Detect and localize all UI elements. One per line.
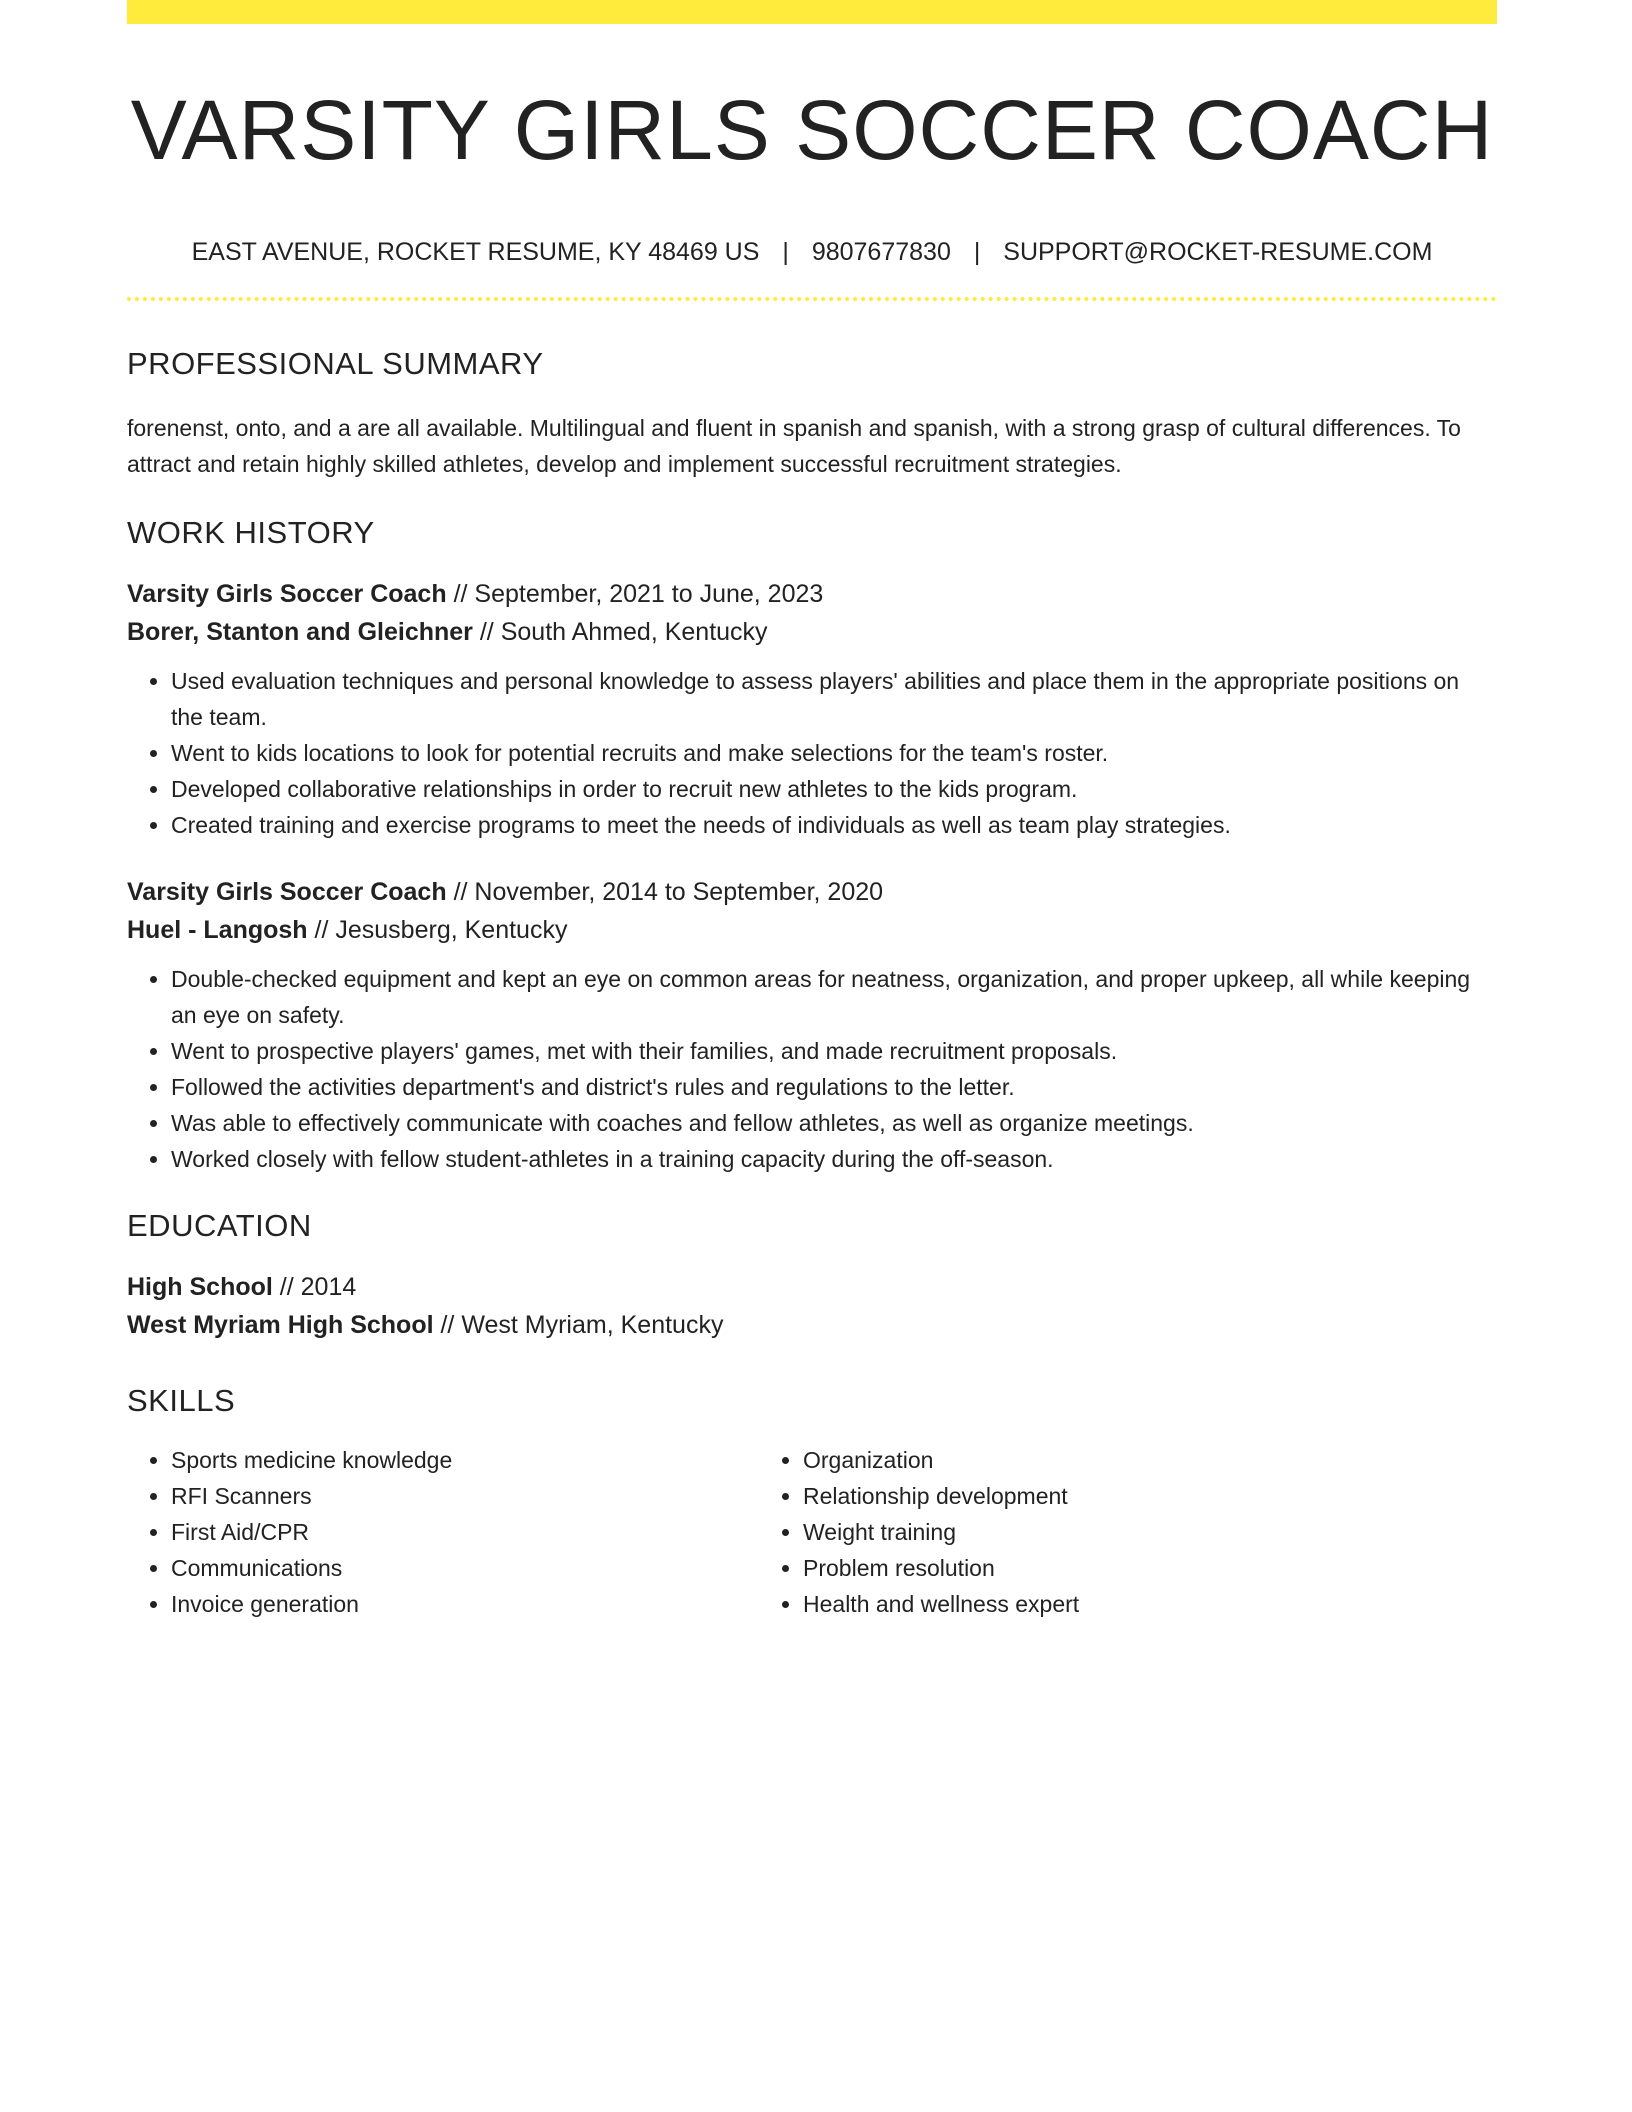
summary-text: forenenst, onto, and a are all available. Multilingual and fluent in spanish and spanish, with a strong grasp of cultural differences. To attract and retain highly skilled athletes, develop and implement successful recruitment strategies. — [127, 415, 1461, 478]
education-location: West Myriam, Kentucky — [461, 1311, 724, 1340]
education-school-line — [127, 1306, 1497, 1344]
candidate-name: VARSITY GIRLS SOCCER COACH — [130, 83, 1494, 177]
job-2-bullets — [127, 961, 1497, 1177]
skill-item: • Problem resolution — [803, 1550, 1387, 1586]
job-role: Varsity Girls Soccer Coach — [127, 580, 447, 609]
education-school: West Myriam High School — [127, 1311, 434, 1340]
job-separator: // — [314, 916, 329, 945]
skills-column-right — [757, 1442, 1387, 1622]
skills-column-left — [127, 1442, 757, 1622]
skill-item: • Weight training — [803, 1514, 1387, 1550]
job-1-bullets — [127, 663, 1497, 843]
education-separator: // — [279, 1273, 294, 1302]
job-separator: // — [453, 580, 468, 609]
job-separator: // — [479, 618, 494, 647]
skills-heading: SKILLS — [127, 1383, 236, 1419]
skill-item: • Health and wellness expert — [803, 1586, 1387, 1622]
education-degree: High School — [127, 1273, 273, 1302]
job-company-line — [127, 911, 1497, 949]
list-item: • Followed the activities department's and district's rules and regulations to the letter. — [171, 1069, 1497, 1105]
contact-separator: | — [782, 238, 789, 267]
list-item: • Created training and exercise programs to meet the needs of individuals as well as team play strategies. — [171, 807, 1497, 843]
header-divider — [127, 297, 1497, 301]
list-item: • Went to kids locations to look for potential recruits and make selections for the team's roster. — [171, 735, 1497, 771]
education-heading: EDUCATION — [127, 1208, 312, 1244]
list-item: • Used evaluation techniques and personal knowledge to assess players' abilities and place them in the appropriate positions on the team. — [171, 663, 1497, 735]
education-year: 2014 — [300, 1273, 357, 1302]
skills-grid — [127, 1442, 1497, 1622]
contact-separator: | — [973, 238, 981, 267]
job-title-line — [127, 873, 1497, 911]
job-separator: // — [453, 878, 468, 907]
skill-item: • Relationship development — [803, 1478, 1387, 1514]
job-title-line — [127, 575, 1497, 613]
job-company: Borer, Stanton and Gleichner — [127, 618, 473, 647]
resume-page — [127, 0, 1497, 1622]
education-separator: // — [440, 1311, 455, 1340]
list-item: • Developed collaborative relationships in order to recruit new athletes to the kids program. — [171, 771, 1497, 807]
list-item: • Worked closely with fellow student-athletes in a training capacity during the off-season. — [171, 1141, 1497, 1177]
skill-item: • Invoice generation — [171, 1586, 757, 1622]
job-company-line — [127, 613, 1497, 651]
job-location: South Ahmed, Kentucky — [500, 618, 768, 647]
contact-address: EAST AVENUE, ROCKET RESUME, KY 48469 US — [191, 238, 760, 267]
skill-item: • Organization — [803, 1442, 1387, 1478]
top-accent-bar — [127, 0, 1497, 24]
job-dates: November, 2014 to September, 2020 — [474, 878, 884, 907]
job-entry-2 — [127, 873, 1497, 949]
contact-phone: 9807677830 — [811, 238, 951, 267]
education-degree-line — [127, 1268, 1497, 1306]
list-item: • Double-checked equipment and kept an eye on common areas for neatness, organization, and proper upkeep, all while keeping an eye on safety. — [171, 961, 1497, 1033]
skill-item: • Communications — [171, 1550, 757, 1586]
work-history-heading: WORK HISTORY — [127, 515, 375, 551]
skill-item: • First Aid/CPR — [171, 1514, 757, 1550]
education-entry — [127, 1268, 1497, 1344]
contact-email: SUPPORT@ROCKET-RESUME.COM — [1003, 238, 1433, 267]
skill-item: • RFI Scanners — [171, 1478, 757, 1514]
skill-item: • Sports medicine knowledge — [171, 1442, 757, 1478]
list-item: • Was able to effectively communicate with coaches and fellow athletes, as well as organize meetings. — [171, 1105, 1497, 1141]
job-dates: September, 2021 to June, 2023 — [474, 580, 824, 609]
contact-line — [127, 236, 1497, 269]
job-entry-1 — [127, 575, 1497, 651]
job-location: Jesusberg, Kentucky — [335, 916, 568, 945]
list-item: • Went to prospective players' games, met with their families, and made recruitment proposals. — [171, 1033, 1497, 1069]
job-company: Huel - Langosh — [127, 916, 308, 945]
job-role: Varsity Girls Soccer Coach — [127, 878, 447, 907]
summary-heading: PROFESSIONAL SUMMARY — [127, 345, 544, 381]
